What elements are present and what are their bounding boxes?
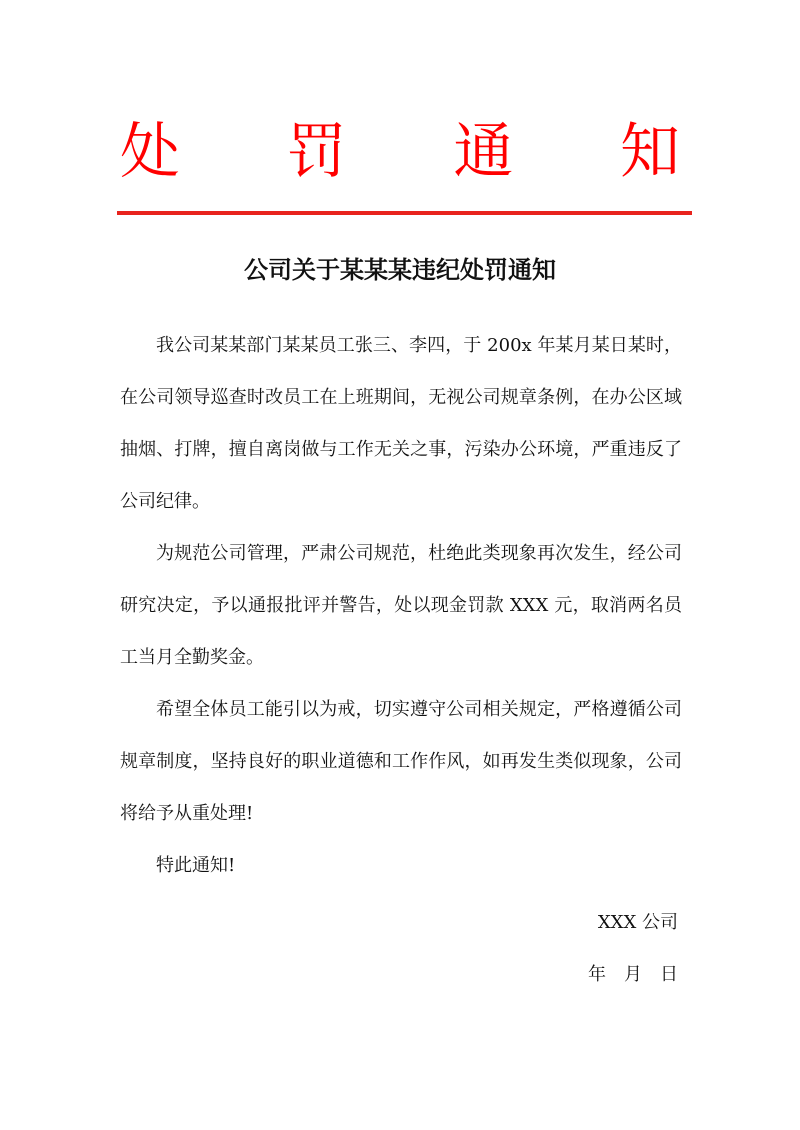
masthead-char: 处 [120,117,180,187]
signature-block [588,897,678,1001]
red-divider [117,211,692,215]
closing-line: 特此通知! [156,855,236,876]
signature-date: 年 月 日 [588,964,678,985]
masthead-heading [120,112,680,192]
masthead-char: 知 [619,117,680,187]
body-paragraph: 希望全体员工能引以为戒，切实遵守公司相关规定，严格遵循公司规章制度，坚持良好的职业道德和工作作风，如再发生类似现象，公司将给予从重处理! [120,699,682,824]
masthead-char: 罚 [286,117,347,187]
document-title: 公司关于某某某违纪处罚通知 [244,256,556,284]
body-paragraph: 我公司某某部门某某员工张三、李四，于 200x 年某月某日某时，在公司领导巡查时改员工在上班期间，无视公司规章条例，在办公区域抽烟、打牌，擅自离岗做与工作无关之事，污染办公环境，严重违反了公司纪律。 [120,335,682,512]
signature-company: XXX 公司 [597,912,678,933]
body-paragraph: 为规范公司管理，严肃公司规范，杜绝此类现象再次发生，经公司研究决定，予以通报批评并警告，处以现金罚款 XXX 元，取消两名员工当月全勤奖金。 [120,543,682,668]
masthead-char: 通 [453,117,514,187]
document-body [120,320,682,892]
